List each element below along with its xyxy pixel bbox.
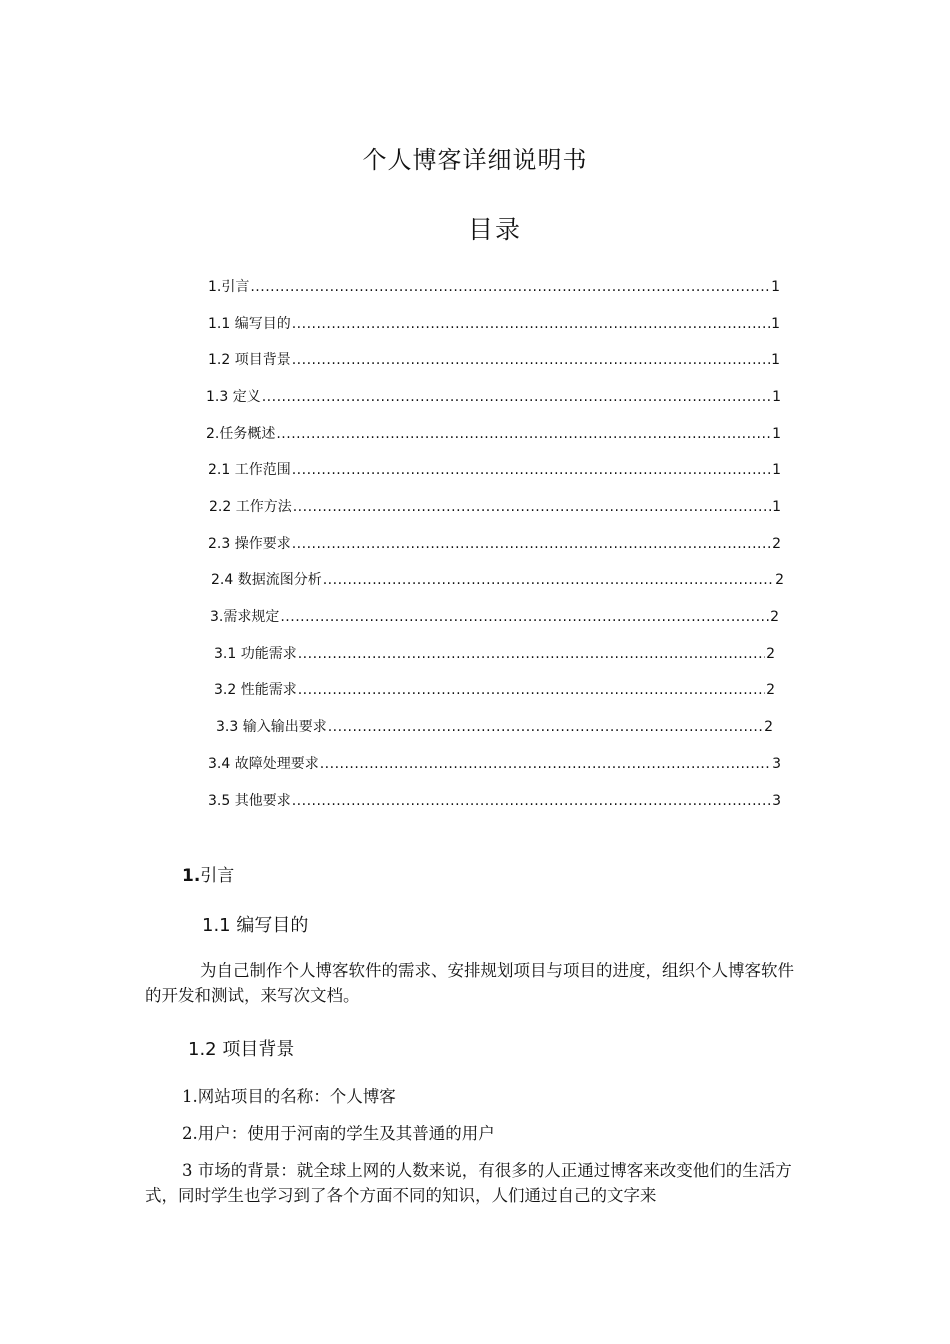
document-title: 个人博客详细说明书 <box>362 146 588 174</box>
toc-leader-dots <box>280 609 769 625</box>
toc-leader-dots <box>276 426 771 442</box>
toc-heading: 目录 <box>467 215 522 244</box>
toc-leader-dots <box>292 352 770 368</box>
toc-entry[interactable] <box>206 386 781 406</box>
toc-entry-page: 2 <box>775 572 784 588</box>
list-item: 1.网站项目的名称：个人博客 <box>182 1087 396 1106</box>
toc-entry[interactable] <box>208 753 781 773</box>
subsection-heading-background: 1.2 项目背景 <box>188 1039 295 1060</box>
toc-leader-dots <box>298 682 765 698</box>
toc-entry-page: 1 <box>772 389 781 405</box>
toc-entry-page: 3 <box>772 756 781 772</box>
toc-entry-page: 3 <box>772 793 781 809</box>
toc-entry-label: 3.4 故障处理要求 <box>208 756 319 772</box>
toc-leader-dots <box>298 646 765 662</box>
toc-leader-dots <box>292 462 771 478</box>
toc-entry-label: 2.4 数据流图分析 <box>211 572 322 588</box>
section-number: 1. <box>182 866 201 886</box>
toc-entry-label: 3.需求规定 <box>210 609 280 625</box>
toc-entry-page: 2 <box>764 719 773 735</box>
section-heading-intro <box>182 861 234 886</box>
toc-entry[interactable] <box>208 313 780 333</box>
toc-entry-label: 2.2 工作方法 <box>209 499 292 515</box>
toc-entry[interactable] <box>208 533 781 553</box>
section-title: 引言 <box>200 866 235 886</box>
body-paragraph: 3 市场的背景：就全球上网的人数来说，有很多的人正通过博客来改变他们的生活方式，同时学生也学习到了各个方面不同的知识，人们通过自己的文字来 <box>145 1161 792 1205</box>
toc-entry[interactable] <box>208 349 780 369</box>
toc-leader-dots <box>293 499 771 515</box>
toc-entry[interactable] <box>206 423 781 443</box>
list-item: 2.用户：使用于河南的学生及其普通的用户 <box>182 1124 495 1143</box>
toc-entry-page: 1 <box>772 426 781 442</box>
toc-entry-page: 2 <box>766 646 775 662</box>
toc-entry-page: 1 <box>772 499 781 515</box>
toc-entry-page: 2 <box>770 609 779 625</box>
toc-entry-label: 3.3 输入输出要求 <box>216 719 327 735</box>
toc-entry[interactable] <box>208 790 781 810</box>
toc-entry-label: 1.3 定义 <box>206 389 261 405</box>
toc-leader-dots <box>323 572 774 588</box>
toc-entry[interactable] <box>209 496 781 516</box>
toc-entry[interactable] <box>208 276 780 296</box>
toc-entry-label: 1.1 编写目的 <box>208 316 291 332</box>
toc-entry[interactable] <box>211 569 784 589</box>
toc-entry[interactable] <box>210 606 779 626</box>
toc-entry[interactable] <box>216 716 773 736</box>
toc-entry-label: 3.2 性能需求 <box>214 682 297 698</box>
toc-leader-dots <box>320 756 771 772</box>
body-paragraph: 为自己制作个人博客软件的需求、安排规划项目与项目的进度，组织个人博客软件的开发和测试，来写次文档。 <box>145 961 794 1005</box>
toc-entry-page: 1 <box>771 352 780 368</box>
toc-entry-page: 1 <box>771 279 780 295</box>
toc-entry-page: 1 <box>771 316 780 332</box>
toc-entry-page: 1 <box>772 462 781 478</box>
toc-leader-dots <box>328 719 763 735</box>
toc-entry[interactable] <box>214 679 775 699</box>
toc-leader-dots <box>250 279 770 295</box>
toc-leader-dots <box>262 389 771 405</box>
toc-leader-dots <box>292 536 771 552</box>
toc-leader-dots <box>292 316 770 332</box>
toc-entry[interactable] <box>214 643 775 663</box>
toc-entry-page: 2 <box>766 682 775 698</box>
toc-entry-label: 1.引言 <box>208 279 250 295</box>
toc-entry-label: 1.2 项目背景 <box>208 352 291 368</box>
toc-entry[interactable] <box>208 459 781 479</box>
toc-entry-page: 2 <box>772 536 781 552</box>
toc-entry-label: 2.1 工作范围 <box>208 462 291 478</box>
toc-entry-label: 2.3 操作要求 <box>208 536 291 552</box>
subsection-heading-purpose: 1.1 编写目的 <box>202 915 309 936</box>
toc-entry-label: 2.任务概述 <box>206 426 276 442</box>
toc-entry-label: 3.5 其他要求 <box>208 793 291 809</box>
toc-entry-label: 3.1 功能需求 <box>214 646 297 662</box>
toc-leader-dots <box>292 793 771 809</box>
